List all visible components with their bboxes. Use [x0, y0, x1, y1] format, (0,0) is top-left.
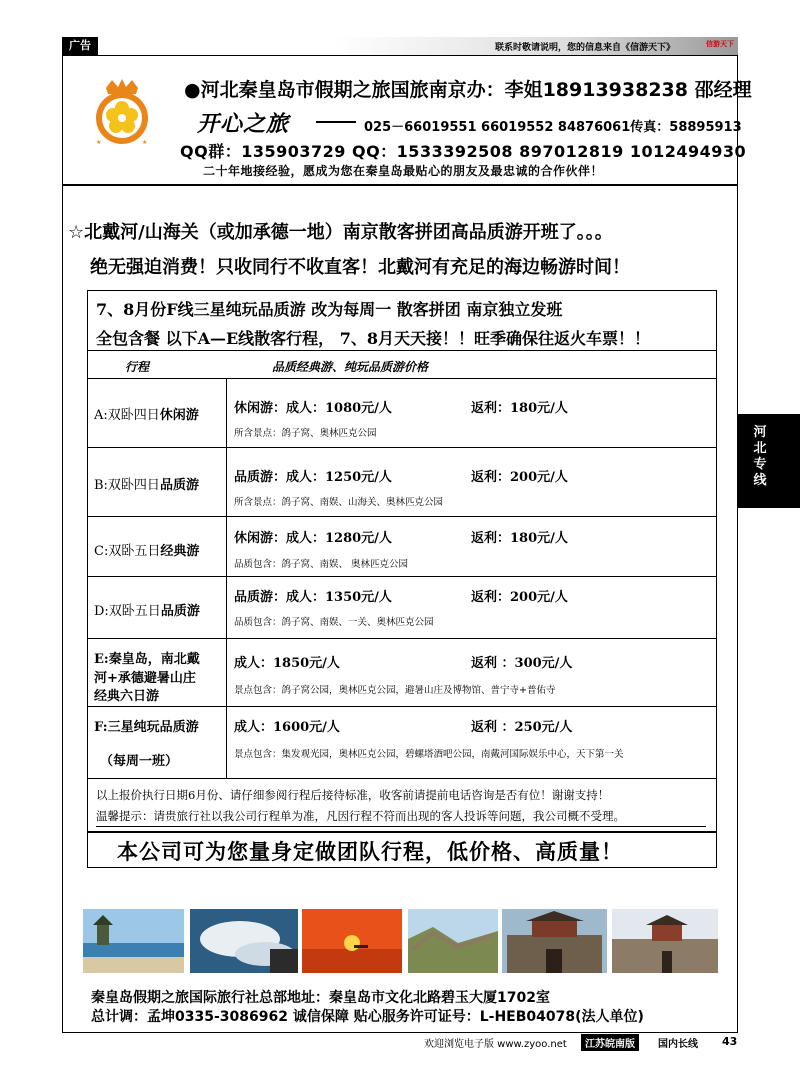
source-note: 联系时敬请说明，您的信息来自《信游天下》 [495, 43, 676, 53]
footnote-validity: 以上报价执行日期6月份、请仔细参阅行程后接待标准，收客前请提前电话咨询是否有位！谢谢支持！ [96, 788, 610, 802]
route-name-e-1: E:秦皇岛，南北戴 [94, 652, 200, 667]
route-name-a: A:双卧四日休闲游 [94, 408, 199, 423]
table-title-2: 全包含餐 以下A—E线散客行程， 7、8月天天接！！旺季确保往返火车票！！ [96, 329, 651, 348]
section-side-label: 河北专线 [753, 425, 767, 488]
column-divider [226, 378, 227, 778]
slogan: 二十年地接经验，愿成为您在秦皇岛最贴心的朋友及最忠诚的合作伙伴！ [203, 164, 604, 178]
row-divider [87, 638, 717, 639]
spots-d: 品质包含：鸽子窝、南娱、一关、奥林匹克公园 [234, 617, 434, 628]
publication-logo: 信游天下 [706, 40, 734, 48]
page-number: 43 [722, 1035, 738, 1048]
rebate-c: 返利：180元/人 [471, 531, 568, 546]
pass-gate-photo [502, 909, 607, 973]
spots-c: 品质包含：鸽子窝、南娱、 奥林匹克公园 [234, 559, 409, 570]
row-divider [87, 576, 717, 577]
tip-underline [96, 826, 706, 827]
svg-text:★: ★ [96, 139, 102, 146]
table-title-1: 7、8月份F线三星纯玩品质游 改为每周一 散客拼团 南京独立发班 [96, 300, 563, 319]
beach-pavilion-photo [83, 909, 184, 973]
hq-address: 秦皇岛假期之旅国际旅行社总部地址：秦皇岛市文化北路碧玉大厦1702室 [91, 990, 550, 1006]
route-name-f-2: （每周一班） [100, 754, 179, 769]
rebate-d: 返利：200元/人 [471, 590, 568, 605]
price-a: 休闲游：成人：1080元/人 [234, 401, 392, 416]
rebate-a: 返利：180元/人 [471, 401, 568, 416]
brand-dash [316, 121, 356, 123]
phone-line: 025－66019551 66019552 84876061传真：58895913 [364, 120, 742, 135]
footer-edition: 江苏皖南版 [581, 1034, 639, 1051]
custom-tour-slogan: 本公司可为您量身定做团队行程，低价格、高质量！ [117, 840, 623, 864]
price-c: 休闲游：成人：1280元/人 [234, 531, 392, 546]
waves-photo [190, 909, 298, 973]
route-name-e-3: 经典六日游 [94, 689, 160, 704]
spots-b: 所含景点：鸽子窝、南娱、山海关、奥林匹克公园 [234, 497, 444, 508]
row-divider [87, 706, 717, 707]
price-d: 品质游：成人：1350元/人 [234, 590, 392, 605]
section-side-tab [738, 414, 800, 508]
great-wall-photo [408, 909, 498, 973]
col-header-route: 行程 [125, 360, 150, 374]
price-b: 品质游：成人：1250元/人 [234, 470, 392, 485]
row-divider [87, 447, 717, 448]
col-header-price: 品质经典游、纯玩品质游价格 [272, 360, 429, 374]
table-divider [87, 350, 717, 351]
row-divider [87, 516, 717, 517]
price-e: 成人：1850元/人 [234, 656, 340, 671]
agency-contact-line: ●河北秦皇岛市假期之旅国旅南京办：李姐18913938238 邵经理 [184, 79, 752, 101]
spots-e: 景点包含：鸽子窝公园，奥林匹克公园，避暑山庄及博物馆、普宁寺+普佑寺 [234, 685, 556, 696]
fortress-photo [612, 909, 718, 973]
svg-text:★: ★ [142, 139, 148, 146]
route-name-c: C:双卧五日经典游 [94, 544, 200, 559]
footer-section: 国内长线 [658, 1039, 698, 1050]
brand-name: 开心之旅 [197, 111, 290, 137]
row-divider [87, 778, 717, 779]
table-divider [87, 378, 717, 379]
headline-2: 绝无强迫消费！只收同行不收直客！北戴河有充足的海边畅游时间！ [90, 257, 630, 278]
rebate-e: 返利 ：300元/人 [471, 656, 573, 671]
route-name-d: D:双卧五日品质游 [94, 604, 200, 619]
headline-1: ☆北戴河/山海关（或加承德一地）南京散客拼团高品质游开班了。。。 [68, 222, 613, 243]
qq-line: QQ群：135903729 QQ：1533392508 897012819 1012494930 [180, 142, 747, 161]
route-name-e-2: 河+承德避暑山庄 [94, 671, 196, 686]
route-name-f-1: F:三星纯玩品质游 [94, 720, 199, 735]
footer-website: 欢迎浏览电子版 www.zyoo.net [424, 1039, 567, 1050]
price-f: 成人：1600元/人 [234, 720, 340, 735]
route-name-b: B:双卧四日品质游 [94, 478, 199, 493]
ad-tag: 广告 [62, 37, 98, 55]
rebate-b: 返利：200元/人 [471, 470, 568, 485]
rebate-f: 返利 ：250元/人 [471, 720, 573, 735]
spots-f: 景点包含：集发观光园，奥林匹克公园，碧螺塔酒吧公园，南戴河国际娱乐中心，天下第一关 [234, 749, 624, 760]
flower-crown-logo-icon [92, 78, 152, 146]
sunset-photo [302, 909, 402, 973]
dispatch-contact: 总计调：孟坤0335-3086962 诚信保障 贴心服务许可证号：L-HEB04078(法人单位) [91, 1009, 644, 1025]
spots-a: 所含景点：鸽子窝、奥林匹克公园 [234, 428, 377, 439]
footnote-tip: 温馨提示：请贵旅行社以我公司行程单为准，凡因行程不符而出现的客人投诉等问题，我公司概不受理。 [96, 809, 625, 823]
